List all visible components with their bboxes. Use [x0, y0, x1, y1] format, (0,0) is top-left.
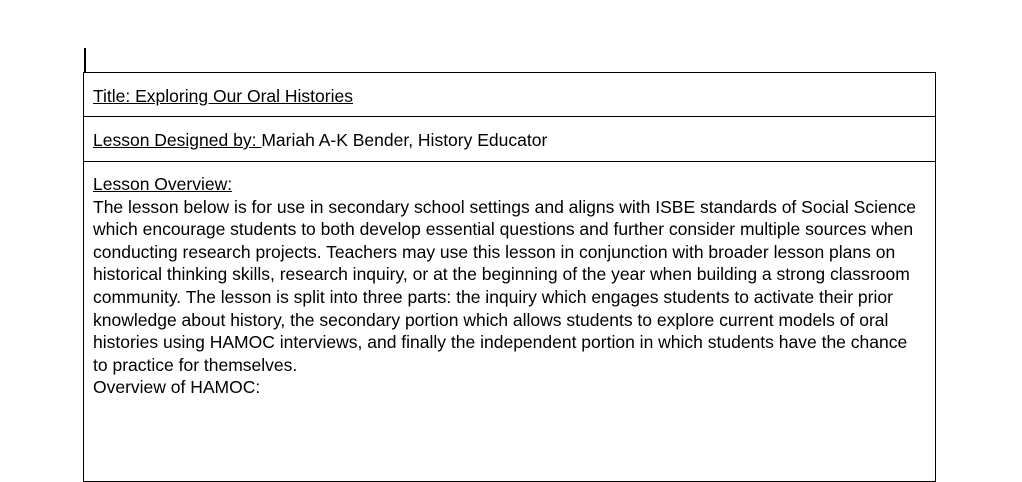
overview-label: Lesson Overview: [93, 174, 233, 194]
title-row [84, 73, 936, 117]
text-cursor [84, 48, 86, 72]
overview-paragraph: The lesson below is for use in secondary school settings and aligns with ISBE standards of Social Science which encourage students to both develop essential questions and further consider multiple sources when conducting research projects. Teachers may use this lesson in conjunction with broader lesson plans on historical thinking skills, research inquiry, or at the beginning of the year when building a strong classroom community. The lesson is split into three parts: the inquiry which engages students to activate their prior knowledge about history, the secondary portion which allows students to explore current models of oral histories using HAMOC interviews, and finally the independent portion in which students have the chance to practice for themselves. [93, 196, 916, 375]
lesson-table [83, 72, 936, 482]
designer-row [84, 117, 936, 162]
overview-cell[interactable] [84, 162, 936, 482]
lesson-title: Title: Exploring Our Oral Histories [93, 86, 353, 106]
overview-row [84, 162, 936, 482]
hamoc-heading: Overview of HAMOC: [93, 377, 261, 398]
title-cell[interactable] [84, 73, 936, 117]
designer-cell[interactable] [84, 117, 936, 162]
designer-label: Lesson Designed by: [93, 130, 262, 150]
designer-name: Mariah A-K Bender, History Educator [261, 130, 548, 150]
